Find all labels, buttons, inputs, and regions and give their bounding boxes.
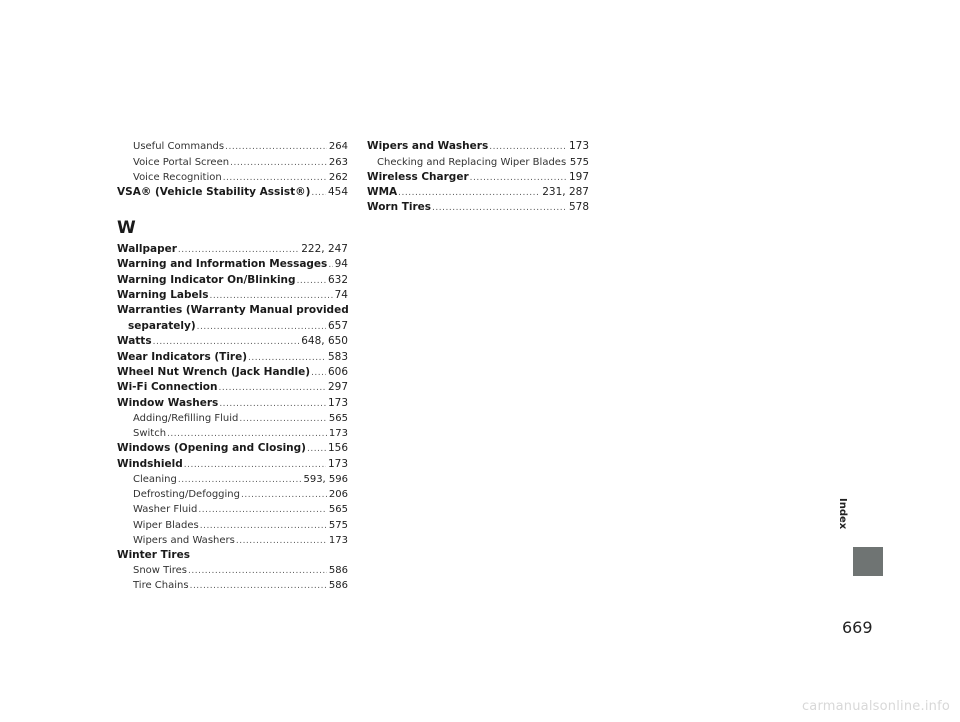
leader-dots [225,141,327,154]
entry-pages: 263 [328,157,348,168]
entry-text: Tire Chains [133,580,189,591]
entry-pages: 575 [569,157,589,168]
entry-text: Worn Tires [367,201,432,213]
leader-dots [241,489,327,502]
watermark: carmanualsonline.info [801,699,950,714]
leader-dots [230,157,327,170]
leader-dots [198,504,327,517]
index-entry [367,201,589,215]
leader-dots [209,290,332,303]
index-entry [117,381,348,395]
index-entry [117,458,348,472]
entry-pages: 606 [327,366,348,378]
entry-text: Useful Commands [133,141,225,152]
leader-dots [200,520,327,533]
index-entry [367,171,589,185]
entry-pages: 648, 650 [301,335,348,347]
entry-text: Warning and Information Messages [117,258,328,270]
entry-pages: 197 [568,171,589,183]
entry-pages: 565 [328,413,348,424]
entry-pages: 565 [328,504,348,515]
entry-pages: 586 [328,580,348,591]
index-entry [117,503,348,517]
entry-text: Switch [133,428,167,439]
entry-text: Warning Labels [117,289,209,301]
entry-text: Checking and Replacing Wiper Blades [377,157,567,168]
entry-text: Snow Tires [133,565,187,576]
entry-pages: 222, 247 [301,243,348,255]
entry-pages: 173 [327,458,348,470]
leader-dots [219,382,326,395]
index-entry [117,427,348,441]
leader-dots [178,244,299,257]
entry-pages: 575 [328,520,348,531]
entry-text: Wheel Nut Wrench (Jack Handle) [117,366,311,378]
index-entry [117,473,348,487]
index-entry [117,549,348,562]
index-entry [117,258,348,272]
entry-text: Windows (Opening and Closing) [117,442,306,454]
entry-text: Cleaning [133,474,177,485]
entry-pages: 586 [328,565,348,576]
leader-dots [470,172,567,185]
index-entry [117,564,348,578]
entry-pages: 173 [328,428,348,439]
index-entry [117,579,348,593]
entry-text: Warning Indicator On/Blinking [117,274,296,286]
entry-text: Winter Tires [117,549,190,561]
page-number: 669 [842,618,873,637]
entry-text: Adding/Refilling Fluid [133,413,239,424]
leader-dots [311,187,326,200]
entry-pages: 297 [327,381,348,393]
entry-text: Voice Portal Screen [133,157,230,168]
entry-text: Wireless Charger [367,171,469,183]
index-entry [117,304,348,317]
index-entry [117,274,348,288]
entry-pages: 156 [327,442,348,454]
index-tab-marker [853,547,883,576]
index-entry [367,186,589,200]
leader-dots [307,443,326,456]
index-entry [117,442,348,456]
entry-text: separately) [128,320,196,332]
entry-pages: 173 [327,397,348,409]
entry-pages: 262 [328,172,348,183]
entry-text: Wear Indicators (Tire) [117,351,248,363]
leader-dots [489,141,567,154]
entry-text: Wallpaper [117,243,177,255]
leader-dots [178,474,302,487]
entry-text: Voice Recognition [133,172,222,183]
index-tab-label: Index [837,498,848,530]
entry-pages: 74 [334,289,348,301]
leader-dots [167,428,327,441]
leader-dots [248,352,326,365]
index-entry [117,243,348,257]
leader-dots [190,580,327,593]
entry-text: Wiper Blades [133,520,199,531]
leader-dots [219,398,326,411]
entry-pages: 578 [568,201,589,213]
index-entry [367,156,589,170]
entry-pages: 593, 596 [303,474,348,485]
leader-dots [236,535,327,548]
index-entry [117,320,348,334]
entry-pages: 657 [327,320,348,332]
entry-pages: 454 [327,186,348,198]
leader-dots [153,336,300,349]
leader-dots [328,259,332,272]
leader-dots [398,187,540,200]
entry-text: Warranties (Warranty Manual provided [117,304,349,316]
leader-dots [297,275,326,288]
entry-text: Window Washers [117,397,219,409]
index-entry [117,335,348,349]
index-entry [117,366,348,380]
index-entry [117,534,348,548]
entry-pages: 231, 287 [542,186,589,198]
index-entry [367,140,589,154]
index-entry [117,397,348,411]
leader-dots [432,202,567,215]
entry-pages: 264 [328,141,348,152]
entry-text: Defrosting/Defogging [133,489,240,500]
entry-text: Wipers and Washers [133,535,235,546]
leader-dots [223,172,327,185]
entry-text: Windshield [117,458,183,470]
index-entry [117,412,348,426]
entry-pages: 632 [327,274,348,286]
entry-text: Wipers and Washers [367,140,489,152]
entry-pages: 206 [328,489,348,500]
index-entry [117,289,348,303]
entry-pages: 583 [327,351,348,363]
section-letter-w: W [117,218,136,238]
entry-pages: 173 [328,535,348,546]
index-entry [117,186,348,200]
entry-pages: 173 [568,140,589,152]
leader-dots [567,157,568,170]
index-entry [117,171,348,185]
leader-dots [197,321,326,334]
index-entry [117,488,348,502]
index-entry [117,519,348,533]
leader-dots [239,413,327,426]
index-entry [117,140,348,154]
entry-text: WMA [367,186,398,198]
index-entry [117,156,348,170]
entry-text: Watts [117,335,152,347]
entry-pages: 94 [334,258,348,270]
entry-text: Washer Fluid [133,504,198,515]
leader-dots [188,565,327,578]
leader-dots [311,367,326,380]
index-entry [117,351,348,365]
entry-text: VSA® (Vehicle Stability Assist®) [117,186,311,198]
entry-text: Wi-Fi Connection [117,381,218,393]
leader-dots [184,459,326,472]
